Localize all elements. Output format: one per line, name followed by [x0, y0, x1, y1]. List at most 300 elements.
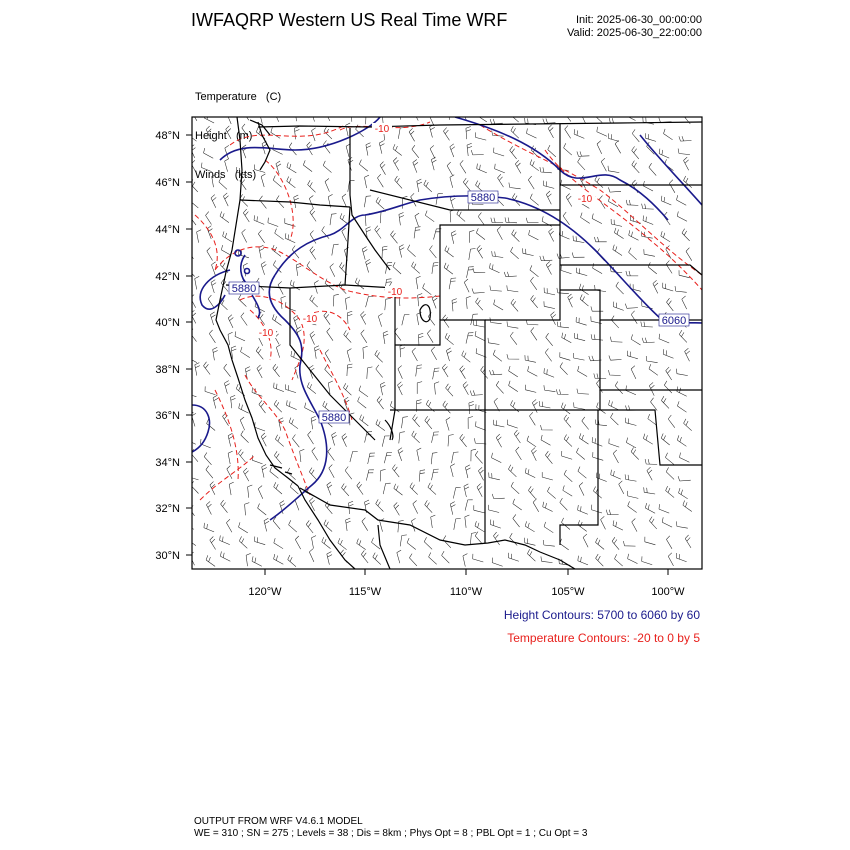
wind-barb-icon	[344, 330, 352, 342]
wind-barb-icon	[286, 384, 297, 392]
temperature-contour-label: -10	[387, 287, 403, 298]
wind-barb-icon	[677, 521, 688, 528]
wind-barb-icon	[515, 160, 521, 173]
wind-barb-icon	[368, 453, 375, 464]
wind-barb-icon	[261, 174, 265, 187]
wind-barb-icon	[295, 536, 300, 549]
wind-barb-icon	[549, 228, 554, 241]
wind-barb-icon	[186, 435, 196, 445]
wind-barb-icon	[511, 299, 518, 311]
wind-barb-icon	[376, 197, 384, 209]
wind-barb-icon	[373, 553, 381, 565]
wind-barb-icon	[345, 467, 352, 480]
wind-barb-icon	[684, 419, 692, 431]
wind-barb-icon	[188, 246, 193, 259]
wind-barb-icon	[342, 194, 347, 207]
wind-barb-icon	[566, 194, 572, 207]
wind-barb-icon	[224, 381, 229, 394]
wind-barb-icon	[545, 451, 552, 464]
wind-barb-icon	[611, 219, 622, 226]
wind-barb-icon	[591, 306, 603, 311]
wind-barb-icon	[383, 331, 388, 344]
wind-barb-icon	[235, 331, 245, 341]
wind-barb-icon	[475, 521, 484, 532]
wind-barb-icon	[629, 248, 637, 260]
wind-barb-icon	[430, 145, 435, 158]
wind-barb-icon	[207, 247, 213, 260]
wind-barb-icon	[246, 553, 251, 566]
wind-barb-icon	[258, 486, 263, 499]
wind-barb-icon	[523, 248, 534, 255]
temperature-contour-label: -10	[258, 328, 274, 339]
wind-barb-icon	[351, 109, 356, 122]
wind-barb-icon	[531, 448, 536, 461]
wind-barb-icon	[210, 312, 215, 325]
state-line	[390, 288, 395, 440]
wind-barb-icon	[201, 163, 211, 172]
wind-barb-icon	[572, 253, 584, 258]
wind-barb-icon	[342, 484, 349, 496]
wind-barb-icon	[457, 210, 465, 222]
wind-barb-icon	[376, 420, 385, 431]
wind-barb-icon	[577, 151, 590, 156]
political-boundaries	[216, 117, 702, 569]
wind-barb-icon	[255, 537, 266, 545]
wind-barb-icon	[366, 143, 371, 156]
wind-barb-icon	[329, 465, 334, 478]
wind-barb-icon	[469, 401, 474, 414]
wind-barb-icon	[533, 499, 539, 512]
wind-barb-icon	[432, 295, 437, 308]
wind-barb-icon	[365, 175, 370, 188]
wind-barb-icon	[525, 521, 534, 532]
wind-barb-icon	[452, 452, 459, 463]
wind-barb-icon	[242, 124, 248, 137]
wind-barb-icon	[450, 464, 454, 477]
wind-barb-icon	[393, 262, 401, 274]
wind-barb-icon	[661, 196, 671, 205]
wind-barb-icon	[357, 482, 363, 495]
wind-barb-icon	[442, 551, 450, 563]
wind-barb-icon	[446, 348, 451, 361]
height-contour-label: 5880	[231, 283, 257, 295]
wind-barb-icon	[360, 415, 369, 426]
wind-barb-icon	[609, 439, 619, 448]
wind-barb-icon	[418, 333, 423, 346]
wind-barb-icon	[411, 518, 415, 531]
wind-barb-icon	[560, 539, 569, 550]
wind-barb-icon	[290, 482, 298, 494]
wind-barb-icon	[345, 297, 350, 310]
wind-barb-icon	[626, 418, 637, 426]
wind-barb-icon	[678, 149, 690, 155]
wind-barb-icon	[613, 520, 623, 530]
wind-barb-icon	[323, 161, 331, 173]
state-line	[598, 410, 702, 465]
wind-barb-icon	[311, 108, 315, 121]
wind-barb-icon	[206, 126, 211, 139]
wind-barb-icon	[601, 158, 606, 171]
wind-barb-icon	[413, 160, 418, 173]
wind-barb-icon	[254, 215, 264, 224]
wind-barb-icon	[477, 164, 487, 173]
wind-barb-icon	[243, 468, 248, 481]
wind-barb-icon	[527, 436, 536, 447]
model-info-footer	[194, 816, 587, 840]
wind-barb-icon	[631, 334, 640, 345]
wind-barb-icon	[477, 484, 482, 497]
wind-barb-icon	[531, 327, 537, 340]
wind-barb-icon	[675, 286, 687, 292]
wind-barb-icon	[611, 316, 618, 328]
wind-barb-icon	[568, 294, 573, 307]
wind-barb-icon	[557, 288, 569, 294]
wind-barb-icon	[412, 262, 420, 274]
wind-barb-icon	[643, 181, 653, 191]
wind-barb-icon	[384, 452, 392, 463]
wind-barb-icon	[425, 416, 432, 429]
wind-barb-icon	[228, 332, 233, 345]
wind-barb-icon	[310, 247, 316, 260]
wind-barb-icon	[511, 247, 519, 259]
coastline	[270, 465, 282, 468]
state-line	[560, 265, 702, 275]
wind-barb-icon	[509, 183, 521, 189]
wind-barb-icon	[245, 503, 250, 516]
wind-barb-icon	[190, 329, 197, 342]
lat-label: 48°N	[155, 130, 180, 142]
wind-barb-icon	[431, 157, 436, 170]
wind-barb-icon	[308, 180, 316, 192]
wind-barb-icon	[210, 537, 216, 550]
wind-barb-icon	[511, 482, 519, 494]
wind-barb-icon	[595, 176, 603, 188]
wind-barb-icon	[611, 413, 619, 425]
wind-barb-icon	[382, 436, 390, 447]
wind-barb-icon	[645, 503, 655, 513]
wind-barb-icon	[577, 389, 589, 394]
wind-barb-icon	[213, 347, 218, 360]
wind-barb-icon	[473, 554, 484, 562]
height-contour	[275, 196, 702, 323]
wind-barb-icon	[307, 261, 314, 273]
temperature-contour-labels	[256, 123, 595, 339]
wind-barb-icon	[525, 385, 536, 393]
wind-barb-icon	[564, 470, 572, 482]
wind-barb-icon	[599, 196, 605, 209]
wind-barb-icon	[560, 498, 568, 510]
wind-barb-icon	[195, 276, 200, 289]
wind-barb-icon	[668, 553, 673, 566]
wind-barb-icon	[392, 465, 399, 478]
wind-barb-icon	[425, 211, 434, 222]
wind-barb-icon	[189, 212, 196, 225]
wind-barb-icon	[608, 133, 619, 141]
wind-barb-icon	[659, 149, 669, 158]
wind-barb-icon	[666, 486, 675, 498]
wind-barb-icon	[274, 554, 284, 564]
wind-barb-icon	[592, 505, 603, 513]
wind-barb-icon	[466, 127, 471, 140]
wind-barb-icon	[551, 312, 556, 325]
wind-barb-icon	[431, 347, 437, 360]
wind-barb-icon	[432, 432, 439, 443]
wind-barb-icon	[475, 532, 482, 545]
wind-barb-icon	[647, 467, 652, 480]
wind-barb-icon	[613, 245, 622, 256]
wind-barb-icon	[492, 453, 502, 463]
wind-barb-icon	[596, 554, 604, 566]
wind-barb-icon	[204, 113, 214, 123]
wind-barb-icon	[508, 553, 518, 562]
wind-barb-icon	[475, 132, 486, 140]
wind-barb-icon	[649, 163, 656, 175]
wind-barb-icon	[207, 226, 212, 239]
lat-label: 38°N	[155, 364, 180, 376]
wind-barb-icon	[642, 556, 653, 564]
wind-barb-icon	[414, 227, 420, 239]
wind-barb-icon	[615, 554, 623, 566]
wind-barb-icon	[489, 473, 500, 480]
lat-label: 46°N	[155, 177, 180, 189]
wind-barb-icon	[471, 150, 483, 155]
wind-barb-icon	[229, 482, 234, 495]
wind-barb-icon	[653, 280, 658, 293]
wind-barb-icon	[204, 523, 214, 532]
wind-barb-icon	[644, 249, 655, 256]
wind-barb-icon	[529, 230, 539, 240]
wind-barb-icon	[380, 162, 386, 175]
wind-barb-icon	[530, 277, 536, 290]
wind-barb-icon	[545, 349, 552, 362]
wind-barb-icon	[616, 282, 624, 294]
wind-barb-icon	[231, 395, 236, 408]
wind-barb-icon	[429, 112, 434, 125]
wind-barb-icon	[219, 178, 227, 190]
wind-barb-icon	[255, 165, 266, 173]
wind-barb-icon	[526, 218, 538, 223]
wind-barb-icon	[220, 298, 228, 310]
wind-barb-icon	[540, 256, 553, 261]
wind-barb-icon	[666, 367, 672, 380]
wind-barb-icon	[252, 455, 262, 464]
wind-barb-icon	[434, 382, 439, 395]
wind-barb-icon	[556, 389, 568, 394]
wind-barb-icon	[271, 128, 280, 139]
wind-barb-icon	[413, 501, 418, 514]
wind-barb-icon	[431, 453, 437, 465]
wind-barb-icon	[543, 540, 555, 546]
height-contour	[252, 295, 260, 318]
wind-barb-icon	[220, 535, 230, 544]
wind-barb-icon	[273, 176, 281, 188]
wind-barb-icon	[609, 356, 622, 361]
wind-barb-icon	[663, 349, 673, 358]
wind-barb-icon	[241, 431, 249, 443]
wind-barb-icon	[258, 230, 264, 243]
wind-barb-icon	[509, 381, 518, 392]
wind-barb-icon	[490, 263, 500, 273]
wind-barb-icon	[342, 434, 347, 447]
wind-barb-icon	[416, 276, 421, 289]
wind-barb-icon	[677, 211, 687, 221]
wind-barb-icon	[577, 268, 588, 276]
wind-barb-icon	[294, 195, 299, 208]
wind-barb-icon	[491, 218, 503, 223]
wind-barb-icon	[609, 370, 621, 375]
wind-barb-icon	[380, 382, 385, 395]
wind-barb-icon	[578, 467, 587, 479]
wind-barb-icon	[424, 537, 432, 549]
wind-barb-icon	[614, 228, 623, 239]
wind-barb-icon	[490, 286, 502, 292]
wind-barb-icon	[664, 129, 673, 140]
wind-barb-icon	[221, 500, 228, 513]
wind-barb-icon	[628, 501, 637, 512]
lon-label: 120°W	[248, 586, 282, 598]
wind-barb-icon	[226, 519, 232, 532]
wind-barb-icon	[362, 518, 368, 531]
wind-barb-icon	[358, 397, 367, 408]
wind-barb-icon	[211, 280, 216, 293]
wind-barb-icon	[324, 520, 332, 532]
wind-barb-icon	[645, 537, 656, 545]
wind-barb-icon	[312, 448, 318, 461]
wind-barb-icon	[632, 519, 637, 532]
wind-barb-icon	[418, 294, 423, 307]
wind-barb-icon	[398, 520, 404, 532]
wind-barb-icon	[186, 389, 197, 397]
wind-barb-icon	[648, 262, 657, 274]
wind-barb-icon	[507, 420, 517, 429]
wind-barb-icon	[678, 476, 691, 481]
wind-barb-icon	[377, 396, 384, 409]
wind-barb-icon	[428, 483, 436, 495]
wind-barb-icon	[212, 174, 217, 187]
wind-barb-icon	[608, 166, 619, 173]
wind-barb-icon	[513, 514, 520, 527]
wind-barb-icon	[610, 337, 622, 342]
wind-barb-icon	[462, 351, 471, 363]
wind-barb-icon	[626, 200, 638, 206]
wind-barb-icon	[666, 261, 672, 274]
wind-barb-icon	[239, 295, 247, 307]
wind-barb-icon	[626, 271, 638, 276]
wind-barb-icon	[530, 160, 539, 171]
wind-barb-icon	[592, 437, 602, 446]
height-contour	[235, 250, 241, 256]
wind-barb-icon	[220, 551, 230, 561]
wind-barb-icon	[493, 350, 502, 361]
wind-barb-icon	[530, 265, 539, 276]
wind-barb-icon	[490, 370, 503, 375]
lat-label: 32°N	[155, 503, 180, 515]
wind-barb-icon	[646, 356, 657, 363]
wind-barb-icon	[231, 346, 236, 359]
wind-barb-icon	[494, 300, 504, 310]
wind-barb-icon	[468, 417, 473, 429]
wind-barb-icon	[328, 381, 333, 394]
wind-barb-icon	[242, 145, 247, 158]
wind-barb-icon	[564, 415, 571, 428]
wind-barb-icon	[632, 146, 639, 159]
wind-barb-icon	[510, 533, 518, 545]
wind-barb-icon	[281, 296, 286, 309]
wind-barb-icon	[188, 472, 199, 480]
wind-barb-icon	[543, 502, 553, 512]
wind-barb-icon	[325, 179, 329, 192]
wind-barb-icon	[544, 181, 555, 189]
wind-barb-icon	[626, 438, 636, 448]
wind-barb-icon	[257, 365, 262, 378]
wind-barb-icon	[274, 383, 284, 392]
wind-barb-icon	[307, 382, 316, 393]
wind-barb-icon	[383, 483, 390, 494]
wind-barb-icon	[631, 311, 637, 324]
wind-barb-icon	[310, 331, 315, 344]
wind-barb-icon	[661, 231, 670, 242]
wind-barb-icon	[527, 549, 535, 561]
wind-barb-icon	[347, 364, 353, 376]
wind-barb-icon	[563, 212, 569, 225]
height-contour	[192, 405, 209, 452]
wind-barb-icon	[677, 387, 687, 397]
wind-barb-icon	[631, 366, 636, 379]
init-time: Init: 2025-06-30_00:00:00	[576, 14, 702, 26]
wind-barb-icon	[241, 347, 250, 358]
wind-barb-icon	[430, 246, 437, 259]
wind-barb-icon	[546, 261, 551, 274]
lon-ticks	[265, 569, 668, 575]
wind-barb-icon	[464, 484, 469, 497]
wind-barb-icon	[417, 382, 422, 394]
wind-barb-icon	[564, 109, 571, 122]
wind-barb-icon	[398, 128, 405, 139]
wind-barb-icon	[494, 398, 499, 411]
wind-barb-icon	[187, 264, 195, 276]
state-line	[395, 320, 485, 410]
wind-barb-icon	[578, 505, 588, 514]
wind-barb-icon	[564, 143, 572, 155]
wind-barb-icon	[208, 295, 214, 308]
wind-barb-icon	[625, 474, 636, 481]
wind-barb-icon	[591, 334, 603, 340]
wind-barb-icon	[446, 384, 453, 396]
wind-barb-icon	[544, 522, 553, 533]
state-line	[560, 410, 598, 545]
variable-winds: Winds (kts)	[195, 169, 257, 181]
wind-barb-icon	[475, 331, 485, 341]
wind-barb-icon	[493, 532, 499, 545]
wind-barb-icon	[512, 230, 520, 242]
wind-barb-icon	[510, 146, 517, 159]
wind-barb-icon	[394, 484, 403, 495]
model-version: OUTPUT FROM WRF V4.6.1 MODEL	[194, 816, 363, 827]
wind-barb-icon	[207, 419, 216, 431]
wind-barb-icon	[498, 174, 504, 187]
wind-barb-icon	[221, 245, 231, 255]
wind-barb-icon	[510, 332, 517, 345]
wind-barb-icon	[213, 395, 218, 408]
wind-barb-icon	[324, 312, 330, 325]
wind-barb-icon	[413, 107, 418, 120]
great-salt-lake	[420, 305, 430, 322]
lat-ticks	[186, 135, 192, 555]
wind-barb-icon	[409, 554, 417, 566]
wind-barb-icon	[564, 435, 572, 447]
wind-barb-icon	[613, 302, 623, 311]
wind-barb-icon	[408, 245, 416, 257]
